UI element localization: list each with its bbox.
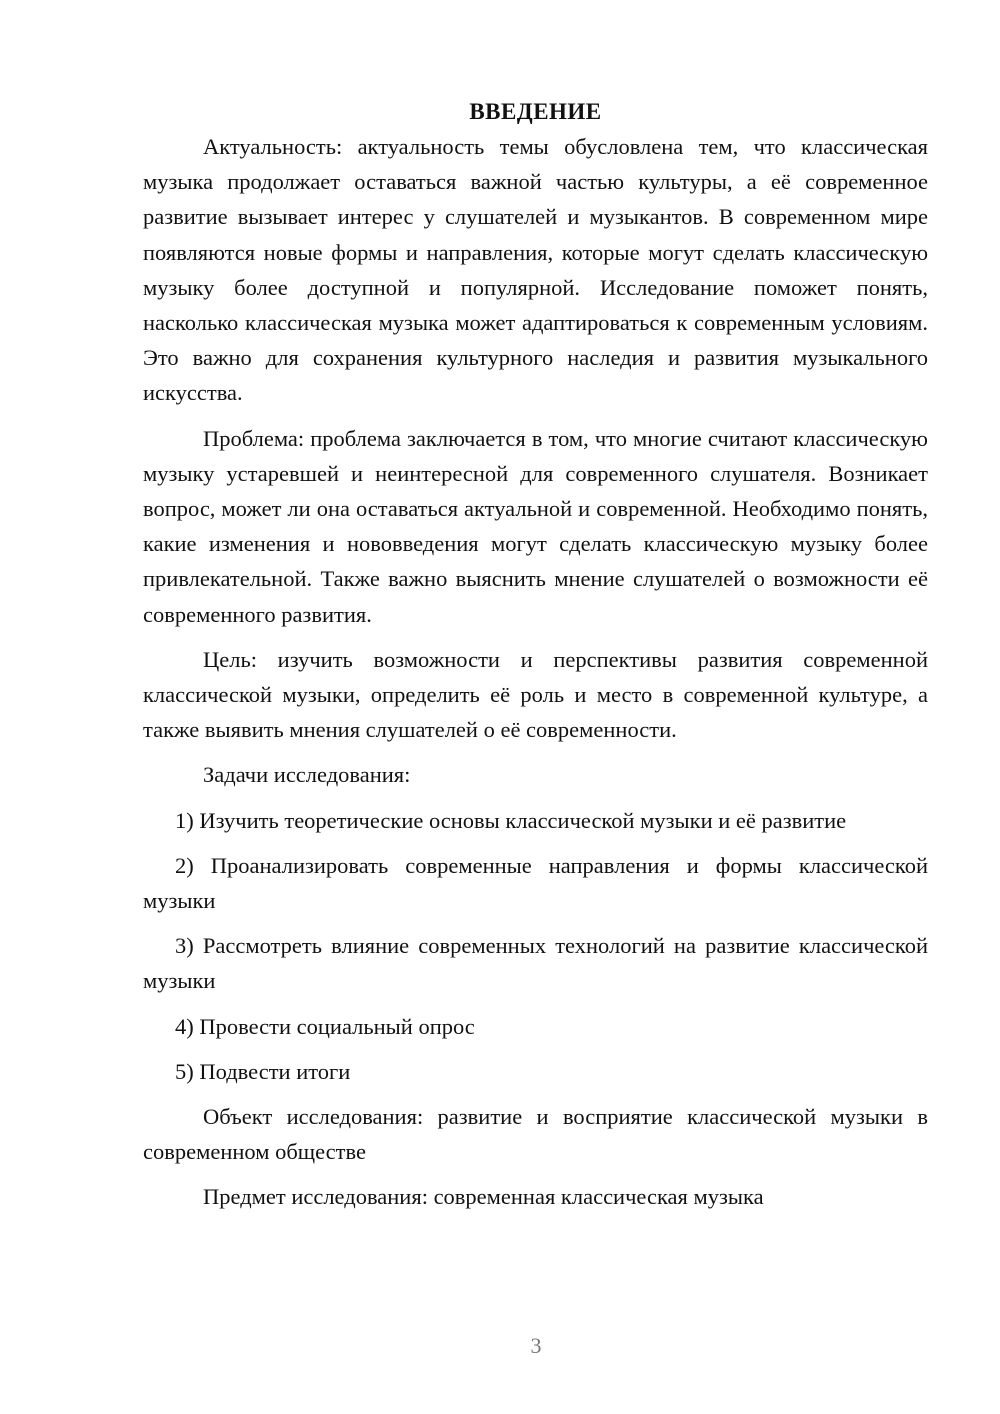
task-item-2: 2) Проанализировать современные направления и формы классической музыки xyxy=(143,852,928,914)
paragraph-object: Объект исследования: развитие и восприятие классической музыки в современном обществе xyxy=(143,1104,928,1165)
paragraph-problem: Проблема: проблема заключается в том, что многие считают классическую музыку устаревшей и неинтересной для современного слушателя. Возникает вопрос, может ли она оставаться актуальной и современной. Необходимо понять, какие изменения и нововведения могут сделать классическую музыку более привлекательной. Также важно выяснить мнение слушателей о возможности её современного развития. xyxy=(143,425,928,627)
paragraph-relevance: Актуальность: актуальность темы обусловлена тем, что классическая музыка продолжает оставаться важной частью культуры, а её современное развитие вызывает интерес у слушателей и музыкантов. В современном мире появляются новые формы и направления, которые могут сделать классическую музыку более доступной и популярной. Исследование поможет понять, насколько классическая музыка может адаптироваться к современным условиям. Это важно для сохранения культурного наследия и развития музыкального искусства. xyxy=(143,134,928,406)
document-page xyxy=(143,94,928,1225)
section-title: ВВЕДЕНИЕ xyxy=(469,99,602,124)
task-item-4: 4) Провести социальный опрос xyxy=(175,1013,475,1039)
page-number: 3 xyxy=(530,1333,542,1358)
paragraph-goal: Цель: изучить возможности и перспективы развития современной классической музыки, определить её роль и место в современной культуре, а также выявить мнения слушателей о её современности. xyxy=(143,646,928,743)
task-item-1: 1) Изучить теоретические основы классической музыки и её развитие xyxy=(175,807,847,833)
task-item-3: 3) Рассмотреть влияние современных технологий на развитие классической музыки xyxy=(143,933,928,994)
tasks-heading: Задачи исследования: xyxy=(203,762,411,788)
task-item-5: 5) Подвести итоги xyxy=(175,1058,351,1084)
paragraph-subject: Предмет исследования: современная классическая музыка xyxy=(203,1184,764,1210)
